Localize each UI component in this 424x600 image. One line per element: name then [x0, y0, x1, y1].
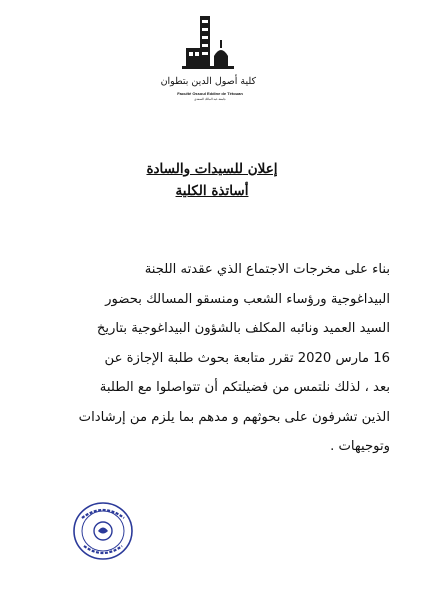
body-line: البيداغوجية ورؤساء الشعب ومنسقو المسالك بحضور — [105, 291, 390, 307]
announcement-body — [42, 255, 390, 462]
body-line: وتوجيهات . — [330, 439, 390, 454]
faculty-name-french: Faculté Ossoul Eddine de Tétouan — [177, 91, 243, 96]
title-line-2: أساتذة الكلية — [175, 183, 249, 199]
official-stamp — [72, 500, 134, 562]
body-line: 16 مارس 2020 تقرر متابعة بحوث طلبة الإجازة عن — [104, 350, 390, 366]
body-line: بناء على مخرجات الاجتماع الذي عقدته اللجنة — [144, 262, 390, 277]
letterhead — [160, 14, 256, 104]
faculty-logo-icon — [178, 14, 238, 76]
announcement-title — [0, 158, 424, 202]
stamp-seal-icon — [72, 500, 134, 562]
faculty-name-arabic: كلية أصول الدين بتطوان — [160, 76, 256, 87]
body-line: بعد ، لذلك نلتمس من فضيلتكم أن تتواصلوا مع الطلبة — [99, 380, 390, 395]
body-line: الذين تشرفون على بحوثهم و مدهم بما يلزم من إرشادات — [78, 409, 390, 425]
university-name: جامعة عبد المالك السعدي — [194, 97, 226, 101]
body-line: السيد العميد ونائبه المكلف بالشؤون البيداغوجية بتاريخ — [96, 321, 390, 336]
title-line-1: إعلان للسيدات والسادة — [146, 161, 278, 177]
